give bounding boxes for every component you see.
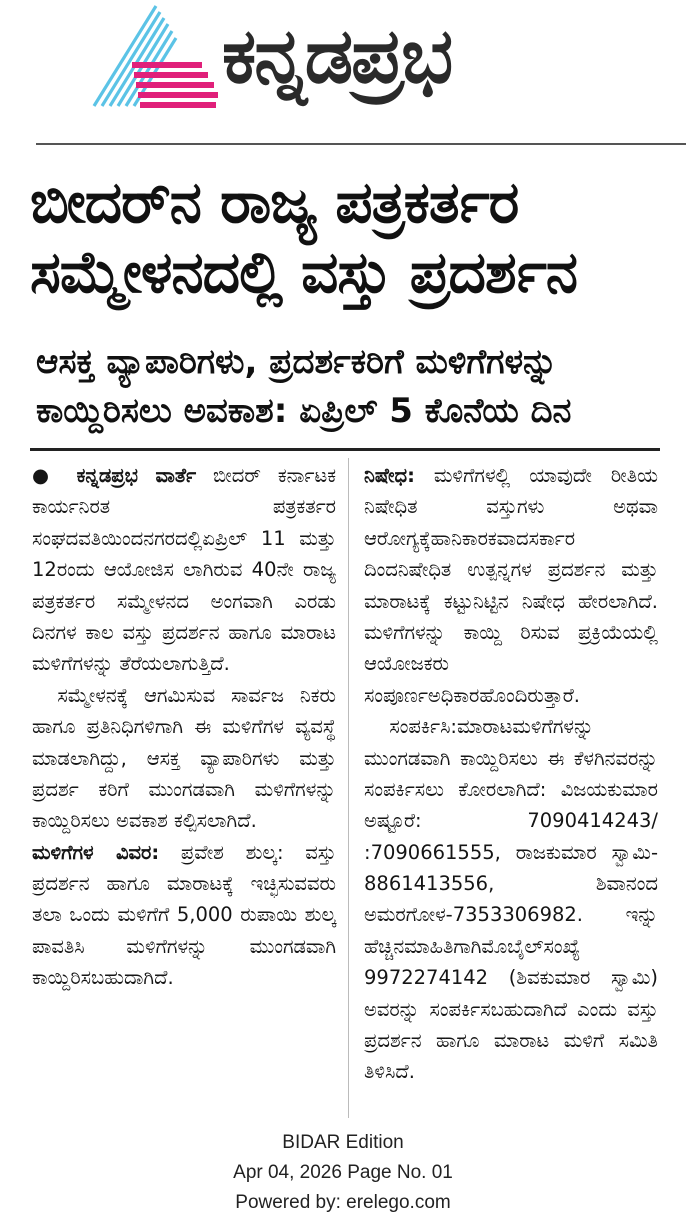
footer-powered-by: Powered by: erelego.com — [235, 1192, 451, 1213]
masthead-rule — [36, 143, 686, 145]
section-text: ಪ್ರವೇಶ ಶುಲ್ಕ: ವಸ್ತು ಪ್ರದರ್ಶನ ಹಾಗೂ ಮಾರಾಟಕ್ಕೆ ಇಚ್ಛಿಸುವವರು ತಲಾ ಒಂದು ಮಳಿಗೆಗೆ 5,000 ರುಪಾಯಿ ಶುಲ್ಕ ಪಾವತಿಸಿ ಮಳಿಗೆಗಳನ್ನು ಮುಂಗಡವಾಗಿ ಕಾಯ್ದಿರಿಸಬಹುದಾಗಿದೆ. — [32, 840, 336, 990]
logo-cyan-stripes — [94, 6, 176, 106]
article-paragraph — [32, 837, 336, 994]
section-label: ನಿಷೇಧ: — [364, 464, 415, 487]
headline-line: ಸಮ್ಮೇಳನದಲ್ಲಿ ವಸ್ತು ಪ್ರದರ್ಶನ — [30, 237, 577, 306]
logo-magenta-stripes — [132, 62, 218, 108]
masthead — [0, 0, 686, 150]
kannadaprabha-logo-icon — [88, 2, 218, 112]
article-paragraph: ಸಂಪರ್ಕಿಸಿ:ಮಾರಾಟಮಳಿಗೆಗಳನ್ನು ಮುಂಗಡವಾಗಿ ಕಾಯ್ದಿರಿಸಲು ಈ ಕೆಳಗಿನವರನ್ನು ಸಂಪರ್ಕಿಸಲು ಕೋರಲಾಗಿದೆ: ವಿಜಯಕುಮಾರ ಅಷ್ಟೂರೆ: 7090414243/ :7090661555, ರಾಜಕುಮಾರ ಸ್ವಾಮಿ- 8861413556, ಶಿವಾನಂದ ಅಮರಗೋಳ-7353306982. ಇನ್ನು ಹೆಚ್ಚಿನಮಾಹಿತಿಗಾಗಿಮೊಬೈಲ್‌ಸಂಖ್ಯೆ 9972274142 (ಶಿವಕುಮಾರ ಸ್ವಾಮಿ) ಅವರನ್ನು ಸಂಪರ್ಕಿಸಬಹುದಾಗಿದೆ ಎಂದು ವಸ್ತು ಪ್ರದರ್ಶನ ಹಾಗೂ ಮಾರಾಟ ಮಳಿಗೆ ಸಮಿತಿ ತಿಳಿಸಿದೆ. — [364, 715, 658, 1084]
article-column-left — [32, 460, 336, 994]
byline-source: ಕನ್ನಡಪ್ರಭ ವಾರ್ತೆ — [76, 464, 197, 487]
section-text: ಮಳಿಗೆಗಳಲ್ಲಿ ಯಾವುದೇ ರೀತಿಯ ನಿಷೇಧಿತ ವಸ್ತುಗಳು ಅಥವಾ ಆರೋಗ್ಯಕ್ಕೆಹಾನಿಕಾರಕವಾದಸರ್ಕಾರ ದಿಂದನಿಷೇಧಿತ ಉತ್ಪನ್ನಗಳ ಪ್ರದರ್ಶನ ಮತ್ತು ಮಾರಾಟಕ್ಕೆ ಕಟ್ಟುನಿಟ್ಟಿನ ನಿಷೇಧ ಹೇರಲಾಗಿದೆ. ಮಳಿಗೆಗಳನ್ನು ಕಾಯ್ದಿ ರಿಸುವ ಪ್ರಕ್ರಿಯೆಯಲ್ಲಿ ಆಯೋಜಕರು ಸಂಪೂರ್ಣಅಧಿಕಾರಹೊಂದಿರುತ್ತಾರೆ. — [364, 464, 658, 707]
subheadline-line: ಕಾಯ್ದಿರಿಸಲು ಅವಕಾಶ: ಏಪ್ರಿಲ್ 5 ಕೊನೆಯ ದಿನ — [36, 391, 572, 432]
article-column-right — [364, 460, 658, 1088]
article-paragraph: ಕರ್ನಾಟಕ ಕಾರ್ಯನಿರತ ಪತ್ರಕರ್ತರ ಸಂಘದವತಿಯಿಂದನಗರದಲ್ಲಿಏಪ್ರಿಲ್ 11 ಮತ್ತು 12ರಂದು ಆಯೋಜಿಸ ಲಾಗಿರುವ 40ನೇ ರಾಜ್ಯ ಪತ್ರಕರ್ತರ ಸಮ್ಮೇಳನದ ಅಂಗವಾಗಿ ಎರಡು ದಿನಗಳ ಕಾಲ ವಸ್ತು ಪ್ರದರ್ಶನ ಹಾಗೂ ಮಾರಾಟ ಮಳಿಗೆಗಳನ್ನು ತೆರೆಯಲಾಗುತ್ತಿದೆ. — [32, 464, 336, 676]
byline-paragraph — [32, 460, 336, 680]
footer-edition: BIDAR Edition — [282, 1132, 404, 1153]
subheadline-line: ಆಸಕ್ತ ವ್ಯಾಪಾರಿಗಳು, ಪ್ರದರ್ಶಕರಿಗೆ ಮಳಿಗೆಗಳನ್ನು — [36, 342, 558, 382]
article-paragraph — [364, 460, 658, 711]
headline — [30, 168, 680, 307]
footer-date-page: Apr 04, 2026 Page No. 01 — [233, 1162, 453, 1183]
bullet-icon: ● — [32, 464, 60, 487]
subheadline — [36, 338, 676, 437]
section-label: ಮಳಿಗೆಗಳ ವಿವರ: — [32, 840, 160, 864]
section-rule — [30, 448, 660, 451]
article-paragraph: ಸಮ್ಮೇಳನಕ್ಕೆ ಆಗಮಿಸುವ ಸಾರ್ವಜ ನಿಕರು ಹಾಗೂ ಪ್ರತಿನಿಧಿಗಳಿಗಾಗಿ ಈ ಮಳಿಗೆಗಳ ವ್ಯವಸ್ಥೆ ಮಾಡಲಾಗಿದ್ದು, ಆಸಕ್ತ ವ್ಯಾಪಾರಿಗಳು ಮತ್ತು ಪ್ರದರ್ಶ ಕರಿಗೆ ಮುಂಗಡವಾಗಿ ಮಳಿಗೆಗಳನ್ನು ಕಾಯ್ದಿರಿಸಲು ಅವಕಾಶ ಕಲ್ಪಿಸಲಾಗಿದೆ. — [32, 683, 336, 833]
column-divider — [348, 458, 349, 1118]
byline-place: ಬೀದರ್ — [213, 464, 261, 487]
brand-name: ಕನ್ನಡಪ್ರಭ — [222, 11, 452, 100]
headline-line: ಬೀದರ್‌ನ ರಾಜ್ಯ ಪತ್ರಕರ್ತರ — [30, 168, 519, 236]
